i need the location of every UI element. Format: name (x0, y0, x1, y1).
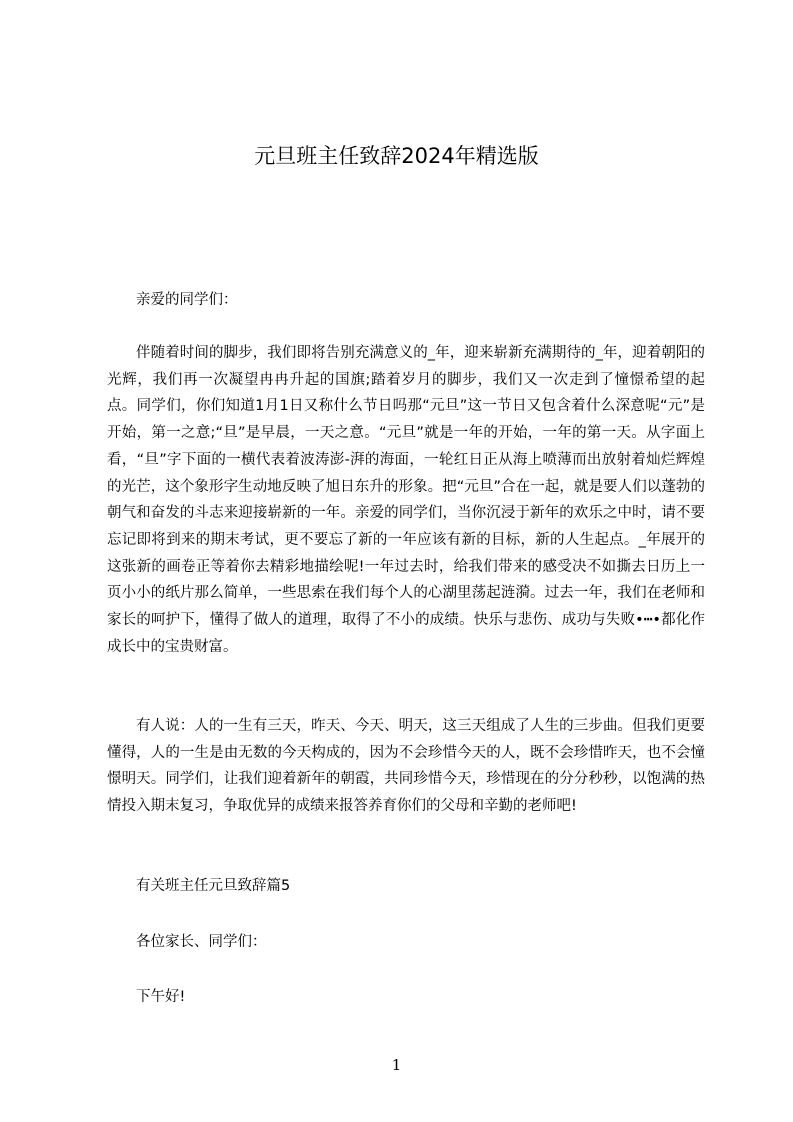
greeting-afternoon: 下午好! (136, 989, 186, 1005)
paragraph-1: 伴随着时间的脚步，我们即将告别充满意义的_年，迎来崭新充满期待的_年，迎着朝阳的光辉，我们再一次凝望冉冉升起的国旗;踏着岁月的脚步，我们又一次走到了憧憬希望的起点。同学们，你们知道1月1日又称什么节日吗那“元旦”这一节日又包含着什么深意呢“元”是开始，第一之意;“旦”是早晨，一天之意。“元旦”就是一年的开始，一年的第一天。从字面上看，“旦”字下面的一横代表着波涛澎-湃的海面，一轮红日正从海上喷薄而出放射着灿烂辉煌的光芒，这个象形字生动地反映了旭日东升的形象。把“元旦”合在一起，就是要人们以蓬勃的朝气和奋发的斗志来迎接崭新的一年。亲爱的同学们，当你沉浸于新年的欢乐之中时，请不要忘记即将到来的期末考试，更不要忘了新的一年应该有新的目标，新的人生起点。_年展开的这张新的画卷正等着你去精彩地描绘呢!一年过去时，给我们带来的感受决不如撕去日历上一页小小的纸片那么简单，一些思索在我们每个人的心湖里荡起涟漪。过去一年，我们在老师和家长的呵护下，懂得了做人的道理，取得了不小的成绩。快乐与悲伤、成功与失败•┅•都化作成长中的宝贵财富。 (107, 345, 705, 655)
page-number: 1 (391, 1056, 402, 1074)
greeting: 亲爱的同学们： (136, 292, 238, 308)
document-title: 元旦班主任致辞2024年精选版 (254, 144, 539, 168)
greeting-parents: 各位家长、同学们： (136, 934, 267, 950)
section-heading: 有关班主任元旦致辞篇5 (136, 878, 291, 894)
paragraph-2: 有人说：人的一生有三天，昨天、今天、明天，这三天组成了人生的三步曲。但我们更要懂得，人的一生是由无数的今天构成的，因为不会珍惜今天的人，既不会珍惜昨天，也不会憧憬明天。同学们，让我们迎着新年的朝霞，共同珍惜今天，珍惜现在的分分秒秒，以饱满的热情投入期末复习，争取优异的成绩来报答养育你们的父母和辛勤的老师吧! (107, 718, 705, 815)
